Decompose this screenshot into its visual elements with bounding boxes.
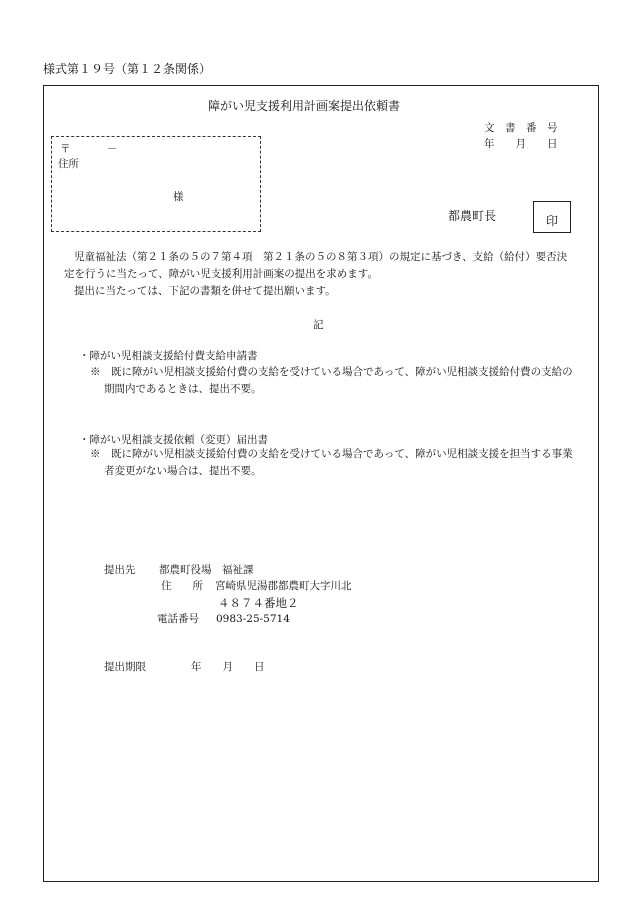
ki-heading: 記 — [313, 319, 324, 331]
submission-phone-label: 電話番号 — [157, 613, 199, 625]
submission-address-label: 住 所 — [161, 580, 203, 592]
submission-office: 都農町役場 福祉課 — [159, 564, 254, 576]
body-line-1: 児童福祉法（第２１条の５の７第４項 第２１条の５の８第３項）の規定に基づき、支給（給付）要否決 — [74, 251, 568, 263]
body-line-3: 提出に当たっては、下記の書類を併せて提出願います。 — [74, 285, 336, 297]
document-number-label: 文 書 番 号 — [484, 122, 558, 134]
document-title: 障がい児支援利用計画案提出依頼書 — [208, 99, 401, 113]
seal-box — [533, 201, 571, 233]
recipient-address-label: 住所 — [58, 158, 79, 170]
submission-phone: 0983-25-5714 — [216, 613, 290, 625]
submission-address-line-1: 宮崎県児湯郡都農町大字川北 — [215, 580, 352, 592]
submission-address-line-2: ４８７４番地２ — [218, 596, 299, 610]
document-date-label: 年 月 日 — [484, 138, 558, 150]
item-2-note-line-2: 者変更がない場合は、提出不要。 — [104, 465, 262, 477]
submission-label: 提出先 — [104, 564, 136, 576]
recipient-honorific: 様 — [173, 191, 184, 203]
seal-label: 印 — [545, 214, 558, 228]
item-2-title: ・障がい児相談支援依頼（変更）届出書 — [79, 434, 268, 446]
deadline-label: 提出期限 — [104, 661, 146, 673]
item-1-title: ・障がい児相談支援給付費支給申請書 — [79, 350, 258, 362]
deadline-date: 年 月 日 — [191, 661, 265, 673]
body-line-2: 定を行うに当たって、障がい児支援利用計画案の提出を求めます。 — [64, 268, 378, 280]
recipient-address-box — [51, 136, 261, 232]
form-number: 様式第１９号（第１２条関係） — [43, 62, 212, 76]
item-1-note-line-2: 期間内であるときは、提出不要。 — [104, 383, 262, 395]
postal-dash: － — [107, 143, 118, 155]
postal-mark: 〒 — [60, 143, 71, 155]
item-2-note-line-1: ※ 既に障がい児相談支援給付費の支給を受けている場合であって、障がい児相談支援を担当する事業 — [90, 448, 573, 460]
item-1-note-line-1: ※ 既に障がい児相談支援給付費の支給を受けている場合であって、障がい児相談支援給付費の支給の — [90, 366, 573, 378]
issuer-name: 都農町長 — [448, 209, 497, 223]
